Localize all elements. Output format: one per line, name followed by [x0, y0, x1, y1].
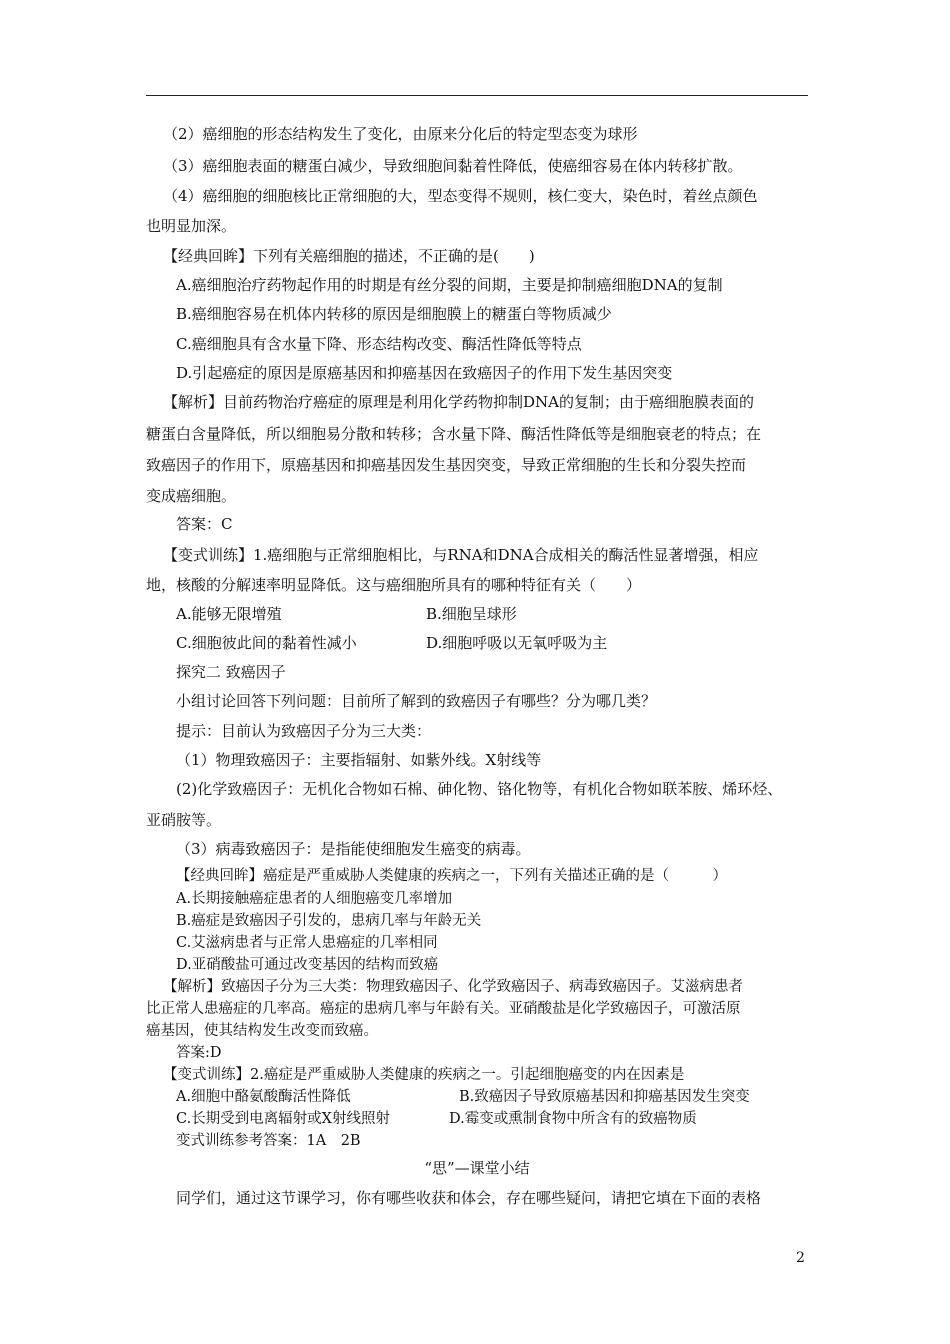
answer-text: 答案:D: [176, 1045, 222, 1061]
option-d: D.亚硝酸盐可通过改变基因的结构而致癌: [176, 957, 439, 973]
option-d: D.引起癌症的原因是原癌基因和抑癌基因在致癌因子的作用下发生基因突变: [176, 364, 673, 382]
discussion-text: 小组讨论回答下列问题：目前所了解到的致癌因子有哪些？分为哪几类？: [176, 692, 657, 710]
hint-item: (2)化学致癌因子：无机化合物如石棉、砷化物、铬化物等，有机化合物如联苯胺、烯环烃、: [176, 780, 783, 798]
option-a: A.癌细胞治疗药物起作用的时期是有丝分裂的间期，主要是抑制癌细胞DNA的复制: [176, 276, 723, 294]
option-c: C.艾滋病患者与正常人患癌症的几率相同: [176, 935, 438, 951]
analysis-text: 【解析】致癌因子分为三大类：物理致癌因子、化学致癌因子、病毒致癌因子。艾滋病患者: [163, 979, 743, 995]
text-line: 也明显加深。: [146, 217, 237, 235]
exercise-heading: 【变式训练】2.癌症是严重威胁人类健康的疾病之一。引起细胞癌变的内在因素是: [163, 1067, 685, 1083]
exercise-heading: 【变式训练】1.癌细胞与正常细胞相比，与RNA和DNA合成相关的酶活性显著增强，相应: [163, 546, 759, 564]
analysis-text: 糖蛋白含量降低，所以细胞易分散和转移；含水量下降、酶活性降低等是细胞衰老的特点；在: [146, 425, 762, 443]
option-b: B.癌细胞容易在机体内转移的原因是细胞膜上的糖蛋白等物质减少: [176, 305, 612, 323]
text-line: （4）癌细胞的细胞核比正常细胞的大，型态变得不规则，核仁变大，染色时，着丝点颜色: [163, 187, 758, 205]
analysis-text: 比正常人患癌症的几率高。癌症的患病几率与年龄有关。亚硝酸盐是化学致癌因子，可激活原: [146, 1001, 741, 1017]
analysis-text: 变成癌细胞。: [146, 487, 237, 505]
analysis-text: 致癌因子的作用下，原癌基因和抑癌基因发生基因突变，导致正常细胞的生长和分裂失控而: [146, 456, 747, 474]
text-line: （3）癌细胞表面的糖蛋白减少，导致细胞间黏着性降低，使癌细容易在体内转移扩散。: [163, 157, 743, 175]
reference-answers: 变式训练参考答案：1A 2B: [176, 1133, 361, 1149]
option-c: C.细胞彼此间的黏着性减小: [176, 634, 357, 652]
answer-text: 答案：C: [176, 515, 233, 533]
option-a: A.长期接触癌症患者的人细胞癌变几率增加: [176, 891, 453, 907]
question-heading: 【经典回眸】癌症是严重威胁人类健康的疾病之一，下列有关描述正确的是（ ）: [176, 868, 727, 884]
option-c: C.癌细胞具有含水量下降、形态结构改变、酶活性降低等特点: [176, 335, 582, 353]
option-d: D.细胞呼吸以无氧呼吸为主: [426, 634, 608, 652]
option-b: B.癌症是致癌因子引发的，患病几率与年龄无关: [176, 913, 482, 929]
option-b: B.致癌因子导致原癌基因和抑癌基因发生突变: [459, 1089, 750, 1105]
hint-item: （1）物理致癌因子：主要指辐射、如紫外线。X射线等: [176, 751, 542, 769]
hint-text: 提示：目前认为致癌因子分为三大类：: [176, 722, 432, 740]
option-a: A.能够无限增殖: [176, 605, 282, 623]
header-rule: [146, 95, 808, 96]
page-number: 2: [796, 1250, 805, 1266]
exercise-text: 地，核酸的分解速率明显降低。这与癌细胞所具有的哪种特征有关（ ）: [146, 576, 642, 594]
text-line: （2）癌细胞的形态结构发生了变化，由原来分化后的特定型态变为球形: [163, 125, 638, 143]
summary-text: 同学们，通过这节课学习，你有哪些收获和体会，存在哪些疑问，请把它填在下面的表格: [176, 1189, 762, 1207]
question-heading: 【经典回眸】下列有关癌细胞的描述，不正确的是( ): [163, 247, 535, 265]
option-b: B.细胞呈球形: [426, 605, 517, 623]
option-c: C.长期受到电离辐射或X射线照射: [176, 1111, 391, 1127]
section-heading: 探究二 致癌因子: [176, 663, 286, 681]
option-d: D.霉变或熏制食物中所含有的致癌物质: [449, 1111, 697, 1127]
hint-item: 亚硝胺等。: [146, 811, 222, 829]
option-a: A.细胞中酪氨酸酶活性降低: [176, 1089, 351, 1105]
section-title: “思”—课堂小结: [424, 1159, 530, 1177]
analysis-text: 【解析】目前药物治疗癌症的原理是利用化学药物抑制DNA的复制；由于癌细胞膜表面的: [163, 393, 754, 411]
hint-item: （3）病毒致癌因子：是指能使细胞发生癌变的病毒。: [176, 840, 531, 858]
analysis-text: 癌基因，使其结构发生改变而致癌。: [146, 1023, 378, 1039]
